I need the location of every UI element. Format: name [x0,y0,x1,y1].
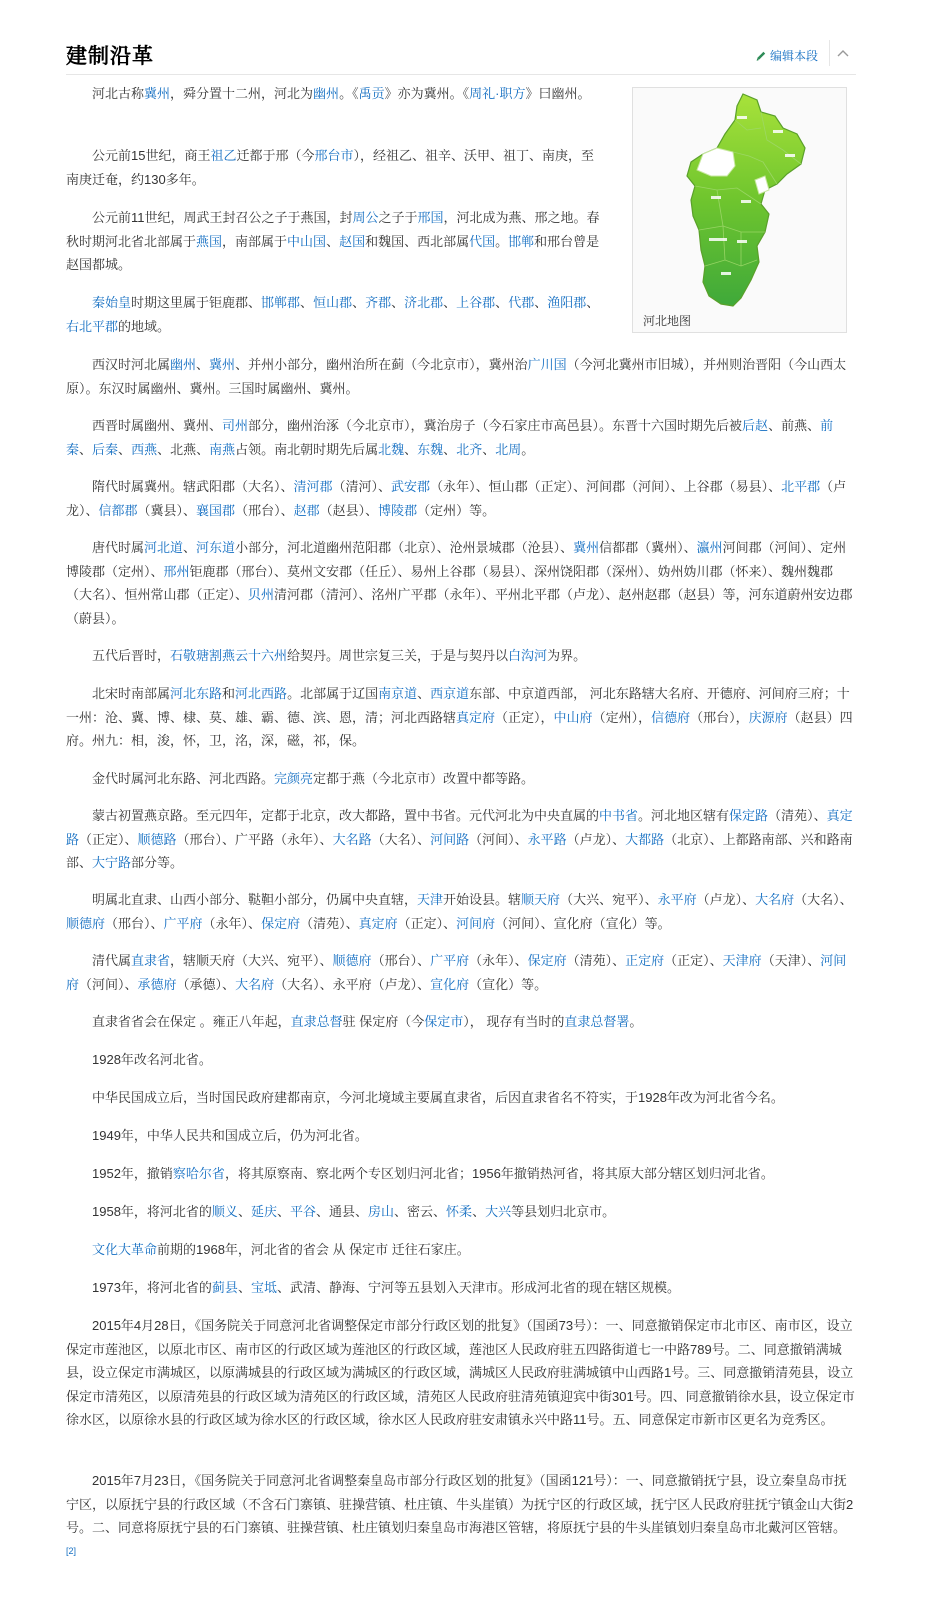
paragraph [66,414,856,461]
text-run: （永年）、恒山郡（正定）、河间郡（河间）、上谷郡（易县）、 [430,479,782,494]
text-run: 占领。南北朝时期先后属 [235,441,379,457]
text-run: 、武清、静海、宁河等五县划入天津市。形成河北省的现在辖区规模。 [276,1280,680,1295]
text-run: 1952年，撤销 [92,1166,173,1181]
text-run: 给契丹。周世宗复三关，于是与契丹以 [287,648,509,663]
text-run: ，河北成为燕、邢之地。春秋时期河北省北部属于 [66,210,600,249]
term-link[interactable]: 中山府 [553,709,593,725]
term-link[interactable]: 保定路 [729,808,769,823]
term-link[interactable]: 大名府 [235,976,275,992]
paragraph [66,644,856,668]
text-run: （清苑）、 [300,915,359,931]
paragraph [66,1314,856,1432]
text-run: 前期的1968年，河北省的省会 从 保定市 迁往石家庄。 [157,1242,470,1257]
term-link[interactable]: 直隶省 [131,953,171,968]
term-link[interactable]: 保定市 [424,1014,464,1029]
term-link[interactable]: 司州 [222,418,249,433]
term-link[interactable]: 中书省 [599,808,639,823]
text-run: （定州）等。 [417,502,496,518]
paragraph [66,1048,856,1072]
text-run: （北京）、上都路南部、兴和路南部、 [66,831,853,870]
term-link[interactable]: 保定府 [261,915,301,931]
term-link[interactable]: 北周 [495,441,522,457]
text-run: 西晋时属幽州、冀州、 [92,418,223,433]
term-link[interactable]: 邢台市 [314,148,354,163]
paragraph [66,1162,856,1186]
text-run: 》曰幽州。 [525,86,591,101]
text-run: 、 [183,540,197,555]
text-run: 部分，幽州治涿（今北京市），冀治房子（今石家庄市高邑县）。东晋十六国时期先后被 [248,418,743,433]
paragraph [66,804,856,875]
text-run: 、 [352,295,366,310]
paragraph [66,1124,856,1148]
term-link[interactable]: 顺德府 [332,953,372,968]
term-link[interactable]: 邢国 [417,210,444,225]
edit-section-label: 编辑本段 [769,49,818,63]
term-link[interactable]: 西京道 [430,686,470,701]
text-run: （大名）、 [371,831,431,847]
paragraph [66,206,606,277]
term-link[interactable]: 真定路 [66,808,853,847]
text-run: 、 [534,295,548,310]
text-run: 。《 [339,86,359,101]
edit-section-button[interactable] [755,47,818,64]
term-link[interactable]: 秦始皇 [92,295,132,310]
term-link[interactable]: 怀柔 [446,1204,473,1219]
text-run: 。 [495,233,509,249]
term-link[interactable]: 祖乙 [210,148,237,163]
text-run: （清河）、 [332,479,392,494]
text-run: 信都郡（冀州）、 [599,540,697,555]
term-link[interactable]: 邢州 [163,563,190,579]
text-run: 西汉时河北属 [92,357,171,372]
term-link[interactable]: 永平路 [527,831,567,847]
term-link[interactable]: 永平府 [657,892,697,907]
text-run: 五代后晋时， [92,648,171,663]
text-run: 明属北直隶、山西小部分、鞑靼小部分，仍属中央直辖， [92,892,418,907]
text-run: 驻 保定府（今 [342,1014,425,1029]
term-link[interactable]: 瀛州 [696,540,723,555]
text-run: （邢台）、广平路（永年）、 [176,831,333,847]
pencil-icon [755,50,767,62]
term-link[interactable]: 白沟河 [508,648,548,663]
paragraph [66,1010,856,1034]
term-link[interactable]: 河东道 [196,540,236,555]
paragraph [66,1276,856,1300]
text-run: （今河北冀州市旧城），并州则治晋阳（今山西太原）。东汉时属幽州、冀州。三国时属幽州、冀州。 [66,357,847,396]
text-run: 、北燕、 [157,441,210,457]
term-link[interactable]: 后赵 [742,418,769,433]
text-run: 、 [443,295,457,310]
text-run: （大兴、宛平）、 [560,892,658,907]
text-run: ，辖顺天府（大兴、宛平）、 [170,953,333,968]
term-link[interactable]: 察哈尔省 [172,1166,225,1181]
reference-link[interactable]: [2] [66,1545,77,1556]
term-link[interactable]: 幽州 [313,86,340,101]
term-link[interactable]: 完颜亮 [274,771,314,786]
map-caption: 河北地图 [643,314,692,328]
text-run: 小部分，河北道幽州范阳郡（北京）、沧州景城郡（沧县）、 [235,540,574,555]
text-run: ），经祖乙、祖辛、沃甲、祖丁、南庚，至南庚迁奄，约130多年。 [66,148,595,187]
map-figure[interactable] [632,87,847,333]
text-run: 蒙古初置燕京路。至元四年，定都于北京，改大都路，置中书省。元代河北为中央直属的 [92,808,600,823]
term-link[interactable]: 禹贡 [358,86,385,101]
term-link[interactable]: 邯郸 [508,233,535,249]
text-run: 为界。 [547,648,587,663]
term-link[interactable]: 周公 [352,210,379,225]
text-run: 等县划归北京市。 [511,1204,616,1219]
term-link[interactable]: 渔阳郡 [547,295,587,310]
text-run: ，南部属于 [222,233,288,249]
text-run: （邢台）、 [235,502,294,518]
term-link[interactable]: 宝坻 [250,1280,277,1295]
text-run: 、 [482,441,496,457]
chevron-up-icon [836,48,850,58]
term-link[interactable]: 贝州 [248,587,275,602]
text-run: （永年）、 [202,915,262,931]
text-run: 1973年，将河北省的 [92,1280,212,1295]
text-run: ）， 现存有当时的 [463,1014,565,1029]
term-link[interactable]: 清河郡 [293,479,333,494]
text-run: （邢台）、 [105,915,164,931]
text-run: 、通县、 [316,1204,369,1219]
text-run: （卢龙）、 [566,831,626,847]
term-link[interactable]: 南燕 [209,441,236,457]
text-run: 开始设县。辖 [443,892,522,907]
term-link[interactable]: 后秦 [92,441,119,457]
term-link[interactable]: 济北郡 [404,295,444,310]
text-run: （清苑）、 [566,953,626,968]
term-link[interactable]: 右北平郡 [66,318,119,334]
text-run: （正定）、 [664,953,723,968]
term-link[interactable]: 河北道 [144,540,184,555]
text-run: 、 [276,1204,290,1219]
text-run: 、 [417,686,431,701]
section-title: 建制沿革 [66,45,154,68]
text-run: 2015年4月28日，《国务院关于同意河北省调整保定市部分行政区划的批复》（国函73号）：一、同意撤销保定市北市区、南市区，设立保定市莲池区，以原北市区、南市区的行政区域为莲池区的行政区域，莲池区人民政府驻五四路街道七一中路789号。二、同意撤销满城县，设立保定市满城区，以原满城县的行政区域为满城区的行政区域，满城区人民政府驻满城镇中山西路1号。三、同意撤销清苑县，设立保定市清苑区，以原清苑县的行政区域为清苑区的行政区域，清苑区人民政府驻清苑镇迎宾中街301号。四、同意撤销徐水县，设立保定市徐水区，以原徐水县的行政区域为徐水区的行政区域，徐水区人民政府驻安肃镇永兴中路11号。五、同意保定市新市区更名为竞秀区。 [66,1318,855,1427]
paragraph [66,949,856,996]
paragraph [66,1200,856,1224]
text-run: 1958年，将河北省的 [92,1204,212,1219]
paragraph [66,291,606,338]
text-run: （永年）、 [469,953,528,968]
paragraph [66,144,606,191]
text-run: 隋代时属冀州。辖武阳郡（大名）、 [92,479,294,494]
collapse-section-button[interactable] [829,40,856,66]
text-run: 、前燕、 [768,418,821,433]
term-link[interactable]: 东魏 [417,441,444,457]
text-run: （正定）、 [397,915,457,931]
text-run: 、 [472,1204,486,1219]
term-link[interactable]: 顺德府 [66,915,106,931]
term-link[interactable]: 博陵郡 [378,502,418,518]
term-link[interactable]: 河北西路 [235,686,288,701]
text-run: 、 [495,295,509,310]
term-link[interactable]: 顺德路 [137,831,177,847]
paragraph [66,82,606,106]
term-link[interactable]: 邯郸郡 [261,295,301,310]
section-header [66,40,856,75]
term-link[interactable]: 代郡 [508,295,535,310]
text-run: 》亦为冀州。《 [384,86,470,101]
term-link[interactable]: 顺义 [211,1204,238,1219]
term-link[interactable]: 广平府 [163,915,203,931]
text-run: 、密云、 [394,1204,447,1219]
paragraph [66,536,856,630]
text-run: 1949年，中华人民共和国成立后，仍为河北省。 [92,1128,368,1143]
paragraph [66,1469,856,1566]
term-link[interactable]: 周礼·职方 [469,86,526,101]
text-run: 、并州小部分，幽州治所在蓟（今北京市），冀州治 [235,357,528,372]
term-link[interactable]: 直隶总督署 [564,1014,630,1029]
text-run: 河北古称 [92,86,145,101]
text-run: （正定）， [495,709,554,725]
term-link[interactable]: 承德府 [137,976,177,992]
term-link[interactable]: 代国 [469,233,496,249]
text-run: 直隶省省会在保定 。雍正八年起， [92,1014,291,1029]
term-link[interactable]: 赵郡 [293,502,320,518]
term-link[interactable]: 襄国郡 [196,502,236,518]
term-link[interactable]: 中山国 [287,233,327,249]
text-run: 、 [237,1204,251,1219]
text-run: （赵县）四府。州九：相，浚，怀，卫，洺，深，磁，祁，保。 [66,709,853,748]
text-run: 和 [222,686,236,701]
term-link[interactable]: 信都郡 [98,502,138,518]
term-link[interactable]: 武安郡 [391,479,431,494]
term-link[interactable]: 西燕 [131,441,158,457]
term-link[interactable]: 北平郡 [781,479,821,494]
text-run: （定州）， [592,709,652,725]
text-run: 中华民国成立后，当时国民政府建都南京，今河北境域主要属直隶省，后因直隶省名不符实，于1928年改为河北省今名。 [92,1090,784,1105]
text-run: （清苑）、 [768,808,827,823]
term-link[interactable]: 天津 [417,892,444,907]
text-run: 、 [404,441,418,457]
term-link[interactable]: 南京道 [378,686,418,701]
text-run: 公元前11世纪，周武王封召公之子于燕国，封 [92,210,353,225]
term-link[interactable]: 大宁路 [92,855,132,870]
term-link[interactable]: 大名路 [332,831,372,847]
text-run: 北宋时南部属 [92,686,171,701]
text-run: ，将其原察南、察北两个专区划归河北省；1956年撤销热河省，将其原大部分辖区划归河北省。 [224,1166,774,1181]
hebei-map-image [637,90,842,310]
text-run: （卢龙）、 [66,479,847,518]
text-run: 清河郡（清河）、洺州广平郡（永年）、平州北平郡（卢龙）、赵州赵郡（赵县）等，河东道蔚州安边郡（蔚县）。 [66,587,853,626]
term-link[interactable]: 大兴 [485,1204,512,1219]
paragraph [66,767,856,791]
text-run: 的地域。 [118,318,171,334]
text-run: 、 [300,295,314,310]
text-run: （承德）、 [176,976,236,992]
text-run: 金代时属河北东路、河北西路。 [92,771,275,786]
term-link[interactable]: 宣化府 [430,976,470,992]
term-link[interactable]: 大都路 [625,831,665,847]
text-run: 钜鹿郡（邢台）、莫州文安郡（任丘）、易州上谷郡（易县）、深州饶阳郡（深州）、妫州妫川郡（怀来）、魏州魏郡（大名）、恒州常山郡（正定）、 [66,563,834,602]
text-run: 、 [391,295,405,310]
term-link[interactable]: 河间府 [456,915,496,931]
term-link[interactable]: 广平府 [430,953,470,968]
paragraph [66,475,856,522]
text-run: 东部、中京道西部， 河北东路辖大名府、开德府、河间府三府；十一州：沧、冀、博、棣、莫、雄、霸、德、滨、恩，清；河北西路辖 [66,686,850,725]
text-run: （冀县）、 [137,502,197,518]
term-link[interactable]: 河间路 [430,831,470,847]
text-run: （邢台）、 [371,953,431,968]
term-link[interactable]: 赵国 [339,233,366,249]
text-run: 之子于 [378,210,418,225]
paragraph [66,1086,856,1110]
term-link[interactable]: 河间府 [66,953,847,992]
term-link[interactable]: 齐郡 [365,295,392,310]
text-run: 河间郡（河间）、定州博陵郡（定州）、 [66,540,847,579]
term-link[interactable]: 恒山郡 [313,295,353,310]
text-run: （天津）、 [761,953,821,968]
term-link[interactable]: 北齐 [456,441,483,457]
text-run: 、 [586,295,600,310]
term-link[interactable]: 石敬瑭割燕云十六州 [170,648,288,663]
term-link[interactable]: 正定府 [625,953,665,968]
text-run: 2015年7月23日，《国务院关于同意河北省调整秦皇岛市部分行政区划的批复》（国函121号）：一、同意撤销抚宁县，设立秦皇岛市抚宁区，以原抚宁县的行政区域（不含石门寨镇、驻操营镇、杜庄镇、牛头崖镇）为抚宁区的行政区域，抚宁区人民政府驻抚宁镇金山大街2号。二、同意将原抚宁县的石门寨镇、驻操营镇、杜庄镇划归秦皇岛市海港区管辖，将原抚宁县的牛头崖镇划归秦皇岛市北戴河区管辖。 [66,1473,854,1535]
term-link[interactable]: 真定府 [358,915,398,931]
paragraph [66,888,856,935]
text-run: 和邢台曾是赵国都城。 [66,233,600,272]
paragraph [66,682,856,753]
text-run: 1928年改名河北省。 [92,1052,212,1067]
text-run: ，舜分置十二州，河北为 [170,86,314,101]
term-link[interactable]: 幽州 [170,357,197,372]
term-link[interactable]: 北魏 [378,441,405,457]
term-link[interactable]: 冀州 [144,86,171,101]
text-run: 和魏国、西北部属 [365,233,470,249]
text-run: （大名）、永平府（卢龙）、 [274,976,431,992]
text-run: 、 [443,441,457,457]
text-run: （正定）、 [79,831,138,847]
text-run: 。河北地区辖有 [638,808,730,823]
term-link[interactable]: 真定府 [456,709,496,725]
text-run: （河间）、 [79,976,138,992]
text-run: （卢龙）、 [696,892,756,907]
text-run: （河间）、 [469,831,528,847]
term-link[interactable]: 蓟县 [211,1280,238,1295]
text-run: 时期这里属于钜鹿郡、 [131,295,262,310]
term-link[interactable]: 冀州 [209,357,236,372]
text-run: （邢台）， [690,709,749,725]
term-link[interactable]: 大名府 [755,892,795,907]
text-run: 清代属 [92,953,132,968]
text-run: （赵县）、 [319,502,379,518]
text-run: 。 [629,1014,643,1029]
term-link[interactable]: 平谷 [289,1204,316,1219]
term-link[interactable]: 天津府 [722,953,762,968]
text-run: 定都于燕（今北京市）改置中都等路。 [313,771,535,786]
text-run: （河间）、宣化府（宣化）等。 [495,915,671,931]
text-run: （大名）、 [794,892,853,907]
term-link[interactable]: 上谷郡 [456,295,496,310]
term-link[interactable]: 燕国 [196,233,223,249]
paragraph [66,1238,856,1262]
text-run: 部分等。 [131,855,184,870]
text-run: 、 [326,233,340,249]
term-link[interactable]: 房山 [368,1204,395,1219]
term-link[interactable]: 河北东路 [170,686,223,701]
paragraph [66,353,856,400]
text-run: 唐代时属 [92,540,145,555]
term-link[interactable]: 信德府 [651,709,691,725]
text-run: 。北部属于辽国 [287,686,379,701]
term-link[interactable]: 顺天府 [521,892,561,907]
term-link[interactable]: 直隶总督 [290,1014,343,1029]
text-run: 、 [237,1280,251,1295]
term-link[interactable]: 广川国 [527,357,567,372]
text-run: 。 [521,441,535,457]
text-run: （宣化）等。 [469,976,548,992]
text-run: 、 [118,441,132,457]
term-link[interactable]: 冀州 [573,540,600,555]
term-link[interactable]: 文化大革命 [92,1242,158,1257]
term-link[interactable]: 延庆 [250,1204,277,1219]
text-run: 、 [79,441,93,457]
text-run: 、 [196,357,210,372]
text-run: 迁都于邢（今 [236,148,315,163]
term-link[interactable]: 保定府 [527,953,567,968]
term-link[interactable]: 前秦 [66,418,834,457]
text-run: 公元前15世纪，商王 [92,148,211,163]
term-link[interactable]: 庆源府 [748,709,788,725]
